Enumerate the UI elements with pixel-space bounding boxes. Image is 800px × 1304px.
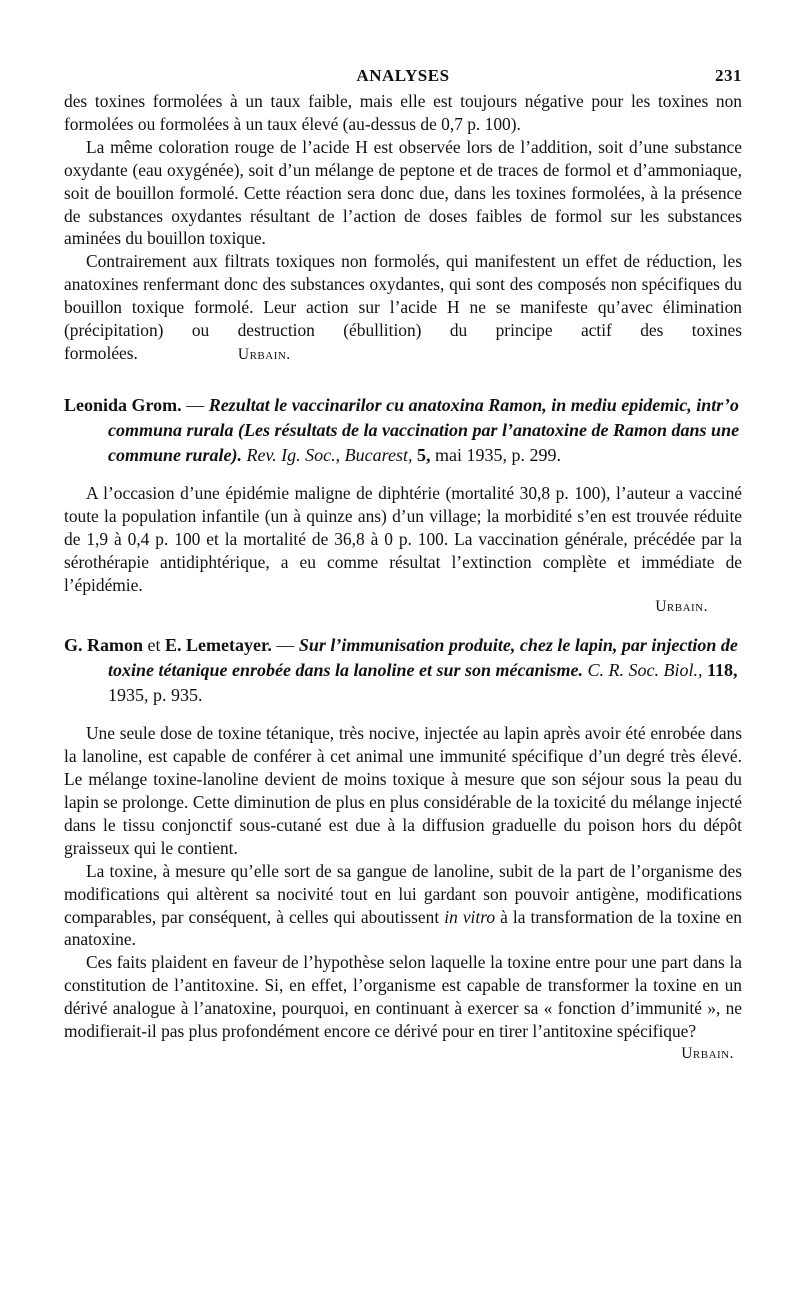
paragraph: Une seule dose de toxine tétanique, très nocive, injectée au lapin après avoir été enrobée dans la lanoline, est capable de conférer à cet animal une immunité spécifique d’un degré très élevé. Le mélange toxine-lanoline devient de moins toxique à mesure que son séjour sous la peau du lapin se prolonge. Cette diminution de plus en plus considérable de la toxicité du mélange injecté dans le tissu conjonctif sous-cutané est due à la diffusion graduelle du poison hors du dépôt graisseux qui le contient. [64, 723, 742, 858]
spacer [64, 708, 742, 722]
reference-dash: — [181, 394, 209, 415]
paragraph-text: La toxine, à mesure qu’elle sort de sa gangue de lanoline, subit de la part de l’organisme des modifications qui altèrent sa nocivité tout en lui gardant son pouvoir antigène, modifications comparables, par conséquent, à celles qui aboutissent [64, 860, 742, 927]
paragraph: La même coloration rouge de l’acide H est observée lors de l’addition, soit d’une substance oxydante (eau oxygénée), soit d’un mélange de peptone et de traces de formol et d’ammoniaque, soit de bouillon formolé. Cette réaction sera donc due, dans les toxines formolées, à la présence de substances oxydantes résultant de l’action de doses faibles de formol sur les substances aminées du bouillon toxique. [64, 136, 742, 249]
paragraph [64, 860, 742, 952]
italic-term: in vitro [444, 906, 496, 927]
page-number: 231 [715, 66, 742, 85]
reference-journal: C. R. Soc. Biol., [587, 660, 703, 681]
reference-volume: 118, [707, 660, 738, 681]
reference-citation [64, 633, 742, 708]
journal-page [64, 60, 742, 1066]
paragraph-text: à la transformation de la toxine en anatoxine. [64, 906, 742, 950]
reference-journal: Rev. Ig. Soc., Bucarest, [246, 444, 413, 465]
running-title: ANALYSES [356, 66, 450, 85]
spacer [64, 468, 742, 482]
reference-volume: 5, [416, 444, 431, 465]
signature: Urbain. [237, 345, 291, 363]
reference-citation [64, 393, 742, 468]
reference-dash: — [271, 635, 299, 656]
reference-title: Rezultat le vaccinarilor cu anatoxina Ramon, in mediu epidemic, intr’o communa rurala (Les résultats de la vaccination par l’anatoxine de Ramon dans une commune rurale). [108, 394, 740, 465]
paragraph: des toxines formolées à un taux faible, mais elle est toujours négative pour les toxines non formolées ou formolées à un taux élevé (au-dessus de 0,7 p. 100). [64, 91, 742, 134]
reference-date-pages: mai 1935, p. 299. [434, 444, 561, 465]
paragraph-text: Contrairement aux filtrats toxiques non formolés, qui manifestent un effet de réduction, les anatoxines renfermant donc des substances oxydantes, qui sont des composés non spécifiques du bouillon toxique formolé. Leur action sur l’acide H ne se manifeste qu’avec élimination (précipitation) ou destruction (ébullition) du principe actif des toxines formolées. [64, 251, 742, 363]
running-header [64, 60, 742, 90]
reference-and: et [143, 635, 166, 656]
signature: Urbain. [681, 1045, 734, 1062]
abstract-grom [64, 393, 742, 619]
reference-author: G. Ramon [64, 635, 144, 656]
signature: Urbain. [655, 598, 708, 616]
abstract-ramon-lemetayer [64, 633, 742, 1066]
reference-author: E. Lemetayer. [165, 635, 272, 656]
paragraph: A l’occasion d’une épidémie maligne de diphtérie (mortalité 30,8 p. 100), l’auteur a vacciné toute la population infantile (un à quinze ans) d’un village; la morbidité s’en est trouvée réduite de 1,9 à 0,4 p. 100 et la mortalité de 36,8 à 0 p. 100. La vaccination générale, précédée par la sérothérapie antidiphtérique, a eu comme résultat l’extinction complète et immédiate de l’épidémie. [64, 482, 742, 595]
reference-title: Sur l’immunisation produite, chez le lapin, par injection de toxine tétanique enrobée dans la lanoline et sur son mécanisme. [108, 635, 738, 681]
abstract-continued [64, 90, 742, 367]
paragraph: Ces faits plaident en faveur de l’hypothèse selon laquelle la toxine entre pour une part dans la constitution de l’antitoxine. Si, en effet, l’organisme est capable de transformer la toxine en un dérivé analogue à l’anatoxine, pourquoi, en continuant à exercer sa « fonction d’immunité », ne modifierait-il pas plus profondément encore ce dérivé pour en tirer l’antitoxine spécifique? [64, 952, 742, 1042]
reference-authors: Leonida Grom. [64, 394, 182, 415]
paragraph [64, 250, 742, 367]
reference-date-pages: 1935, p. 935. [108, 685, 203, 706]
